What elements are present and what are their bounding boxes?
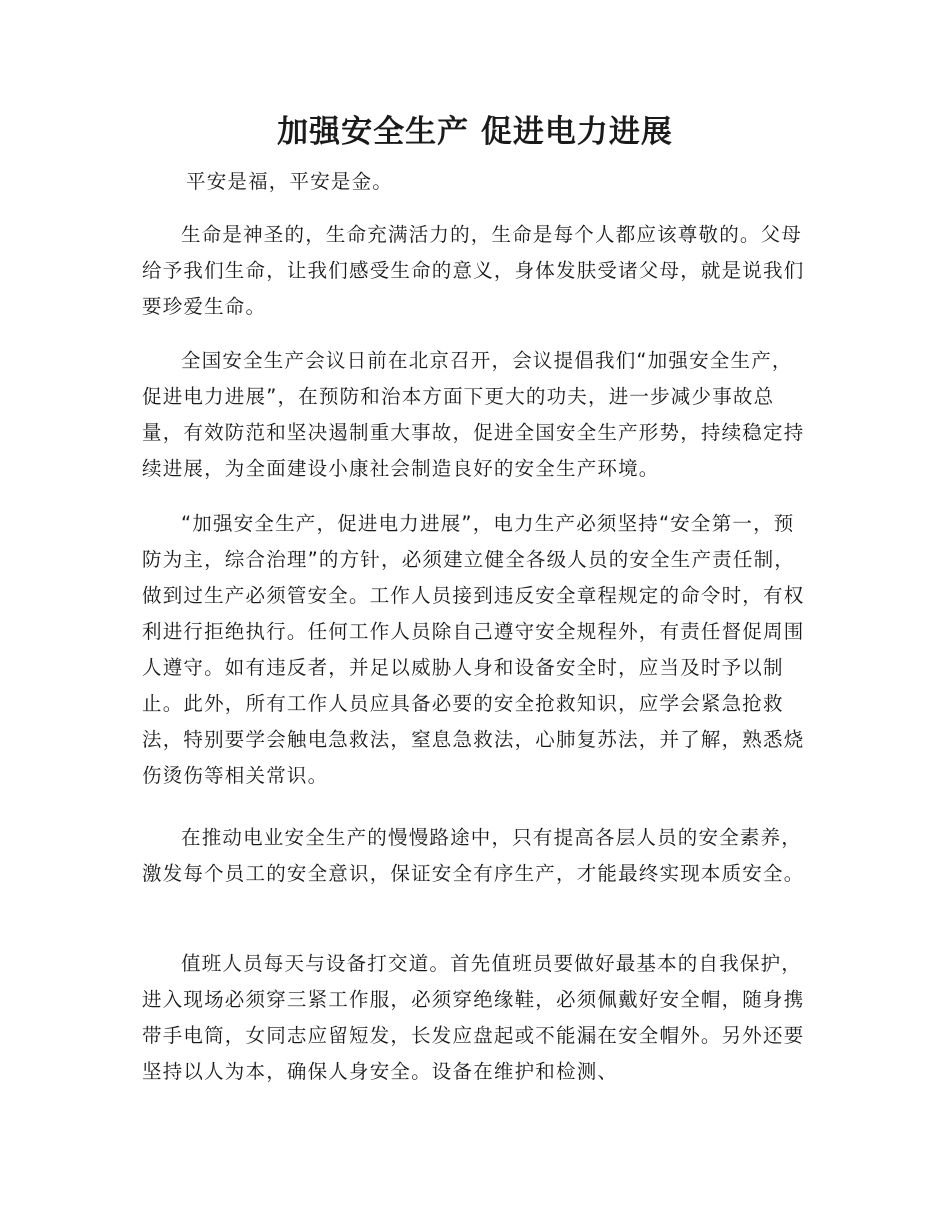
paragraph-5: 在推动电业安全生产的慢慢路途中，只有提高各层人员的安全素养，激发每个员工的安全意识，保证安全有序生产，才能最终实现本质安全。	[142, 826, 805, 885]
paragraph-3: 全国安全生产会议日前在北京召开，会议提倡我们“加强安全生产，促进电力进展”，在预防和治本方面下更大的功夫，进一步减少事故总量，有效防范和坚决遏制重大事故，促进全国安全生产形势，持续稳定持续进展，为全面建设小康社会制造良好的安全生产环境。	[142, 349, 805, 480]
paragraph-6: 值班人员每天与设备打交道。首先值班员要做好最基本的自我保护，进入现场必须穿三紧工作服，必须穿绝缘鞋，必须佩戴好安全帽，随身携带手电筒，女同志应留短发，长发应盘起或不能漏在安全帽外。另外还要坚持以人为本，确保人身安全。设备在维护和检测、	[142, 952, 805, 1083]
document-title: 加强安全生产 促进电力进展	[277, 114, 673, 150]
paragraph-1: 平安是福，平安是金。	[186, 170, 394, 193]
paragraph-2: 生命是神圣的，生命充满活力的，生命是每个人都应该尊敬的。父母给予我们生命，让我们感受生命的意义，身体发肤受诸父母，就是说我们要珍爱生命。	[142, 223, 805, 318]
paragraph-4: “加强安全生产，促进电力进展”，电力生产必须坚持“安全第一，预防为主，综合治理”的方针，必须建立健全各级人员的安全生产责任制，做到过生产必须管安全。工作人员接到违反安全章程规定的命令时，有权利进行拒绝执行。任何工作人员除自己遵守安全规程外，有责任督促周围人遵守。如有违反者，并足以威胁人身和设备安全时，应当及时予以制止。此外，所有工作人员应具备必要的安全抢救知识，应学会紧急抢救法，特别要学会触电急救法，窒息急救法，心肺复苏法，并了解，熟悉烧伤烫伤等相关常识。	[142, 512, 805, 787]
